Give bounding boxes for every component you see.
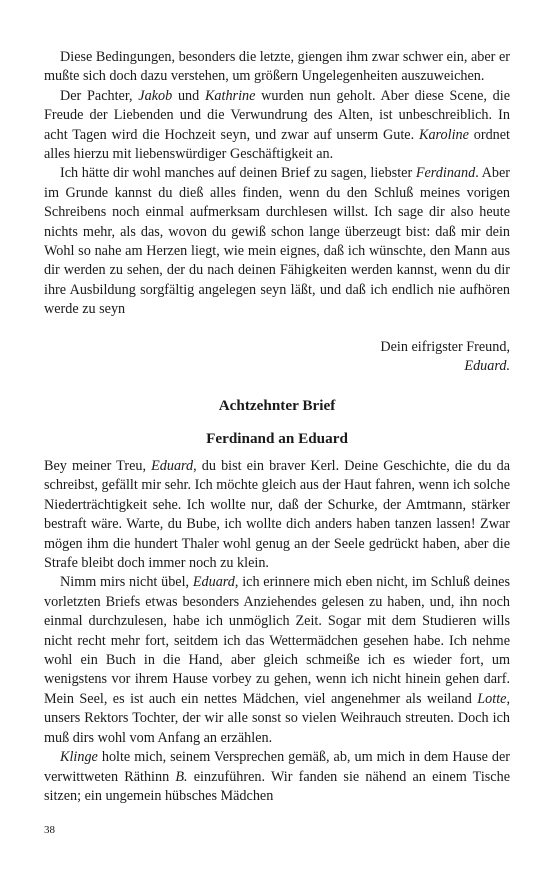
italic-run: Jakob — [138, 87, 173, 104]
closing-salutation: Dein eifrigster Freund, — [380, 339, 510, 355]
letter-closing — [44, 338, 510, 377]
chapter-heading: Achtzehnter Brief — [218, 397, 336, 414]
text-run: , unsers Rektors Tochter, der wir alle sonst so vielen Weihrauch streuten. Doch ich muß dirs wohl vom Anfang an erzählen. — [44, 690, 510, 746]
italic-run: B. — [175, 768, 188, 785]
text-run: , ich erinnere mich eben nicht, im Schluß deines vorletzten Briefs etwas besonders Anziehendes gelesen zu haben, und, ihn noch einmal durchzulesen, habe ich unmöglich Zeit. Sogar mit dem Studieren wills nicht recht mehr fort, seitdem ich das Wettermädchen gesehen habe. Ich nehme wohl ein Buch in die Hand, aber gleich schmeiße ich es wieder fort, um wenigstens vor ihrem Hause vorbey zu gehen, wenn ich nicht hinein gehen darf. Mein Seel, es ist auch ein nettes Mädchen, viel angenehmer als weiland — [44, 574, 511, 707]
text-run: Nimm mirs nicht übel, — [60, 574, 193, 591]
text-run: Diese Bedingungen, besonders die letzte, giengen ihm zwar schwer ein, aber er mußte sich doch dazu verstehen, um größern Ungelegenheiten auszuweichen. — [44, 49, 510, 85]
paragraph — [44, 457, 510, 573]
text-run: und — [172, 87, 205, 104]
italic-run: Eduard — [151, 458, 194, 474]
text-run: , du bist ein braver Kerl. Deine Geschichte, die du da schreibst, gefällt mir sehr. Ich möchte gleich aus der Haut fahren, wenn ich solche Niederträchtigkeit sehe. Ich wollte nur, daß der Schurke, der Amtmann, stärker bestraft wäre. Warte, du Bube, ich wollte dich anders haben tanzen lassen! Zwar mögen ihm die hundert Thaler wohl genug an der Seele gedrückt haben, aber die Strafe bleibt doch immer noch zu klein. — [44, 458, 510, 572]
paragraph — [44, 573, 510, 748]
italic-run: Ferdinand — [415, 165, 476, 182]
paragraph — [44, 48, 510, 87]
italic-run: Klinge — [60, 749, 98, 766]
page-number: 38 — [44, 824, 55, 836]
text-run: Bey meiner Treu, — [44, 458, 152, 474]
paragraph — [44, 164, 510, 319]
paragraph — [44, 748, 510, 806]
text-run: einzuführen. Wir fanden sie nähend an einem Tische sitzen; ein ungemein hübsches Mädchen — [44, 768, 510, 804]
text-run: Der Pachter, — [60, 87, 139, 104]
text-run: . Aber im Grunde kannst du dieß alles finden, wenn du den Schluß meines vorigen Schreibens noch einmal aufmerksam durchlesen willst. Ich sage dir also heute nichts mehr, als das, wovon du gewiß schon lange überzeugt bist: daß mir dein Wohl so nahe am Herzen liegt, wie mein eignes, daß ich wünschte, den Mann aus dir werden zu sehen, der du nach deinen Fähigkeiten werden kannst, wenn du dir ihre Ausbildung sorgfältig angelegen seyn läßt, und daß ich endlich nie aufhören werde zu seyn — [44, 165, 511, 318]
text-run: ordnet alles hierzu mit liebenswürdiger Geschäftigkeit an. — [44, 126, 511, 163]
text-run: Ich hätte dir wohl manches auf deinen Brief zu sagen, liebster — [60, 165, 416, 182]
text-block-top — [44, 48, 510, 320]
text-run: holte mich, seinem Versprechen gemäß, ab, um mich in dem Hause der verwittweten Räthinn — [44, 749, 510, 785]
paragraph — [44, 87, 510, 165]
italic-run: Lotte — [477, 690, 507, 707]
signature-name: Eduard. — [464, 358, 510, 375]
italic-run: Karoline — [419, 126, 469, 143]
chapter-subheading: Ferdinand an Eduard — [206, 430, 348, 447]
text-run: wurden nun geholt. Aber diese Scene, die Freude der Liebenden und die Verwundrung des Alten, ist unbeschreiblich. In acht Tagen wird die Hochzeit seyn, und zwar auf unserm Gute. — [44, 87, 510, 143]
italic-run: Eduard — [192, 574, 235, 591]
closing-signature — [44, 357, 510, 376]
text-block-bottom — [44, 457, 510, 806]
italic-run: Kathrine — [204, 87, 256, 104]
